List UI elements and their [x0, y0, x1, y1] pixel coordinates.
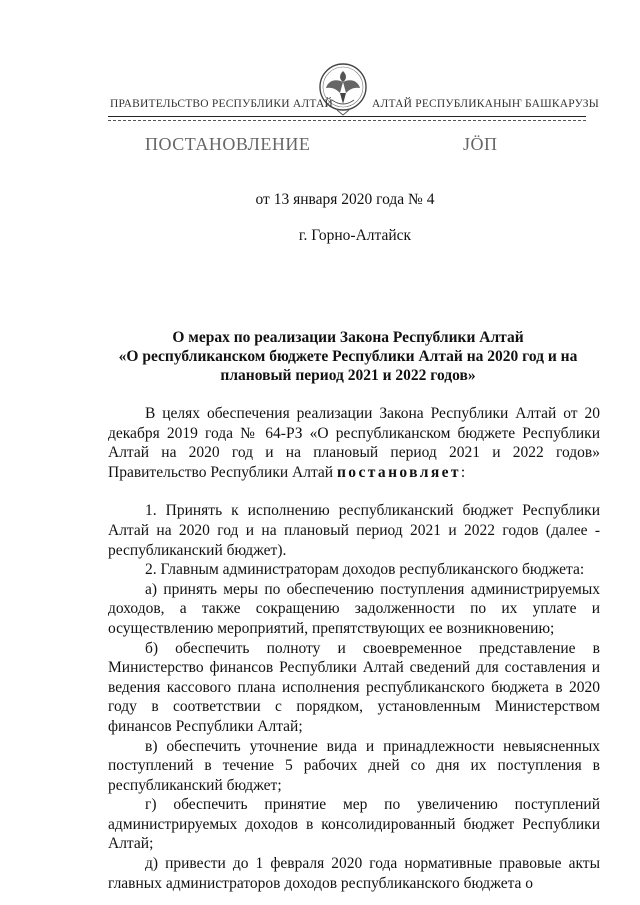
header-divider: [108, 116, 586, 117]
document-type-alt: ЈӦП: [463, 134, 498, 154]
document-title: [110, 328, 586, 385]
header-organization-ru: ПРАВИТЕЛЬСТВО РЕСПУБЛИКИ АЛТАЙ: [110, 98, 334, 110]
preamble-text: В целях обеспечения реализации Закона Республики Алтай от 20 декабря 2019 года № 64-РЗ «О республиканском бюджете Республики Алтай на 2020 год и на плановый период 2021 и 2022 годов» Правительство Республики Алтай: [108, 405, 600, 481]
title-line: О мерах по реализации Закона Республики Алтай: [172, 329, 524, 346]
body-paragraph: д) привести до 1 февраля 2020 года нормативные правовые акты главных администраторов доходов республиканского бюджета о: [108, 855, 600, 892]
title-line: плановый период 2021 и 2022 годов»: [220, 367, 476, 384]
body-paragraph: б) обеспечить полноту и своевременное представление в Министерство финансов Республики Алтай сведений для составления и ведения кассового плана исполнения республиканского бюджета в 2020 году в соответствии с порядком, установленным Министерством финансов Республики Алтай;: [108, 639, 600, 735]
preamble-paragraph: [108, 404, 600, 482]
header-organization-alt: АЛТАЙ РЕСПУБЛИКАНЫҤ БАШКАРУЗЫ: [372, 98, 599, 110]
document-date: от 13 января 2020 года № 4: [255, 191, 435, 208]
document-body: [108, 404, 600, 893]
title-line: «О республиканском бюджете Республики Алтай на 2020 год и на: [118, 348, 578, 365]
body-paragraph: в) обеспечить уточнение вида и принадлежности невыясненных поступлений в течение 5 рабочих дней со дня их поступления в республиканский бюджет;: [108, 737, 600, 794]
document-city: г. Горно-Алтайск: [298, 227, 412, 244]
body-paragraph: 2. Главным администраторам доходов республиканского бюджета:: [145, 561, 585, 579]
body-paragraph: а) принять меры по обеспечению поступления администрируемых доходов, а также сокращению задолженности по их уплате и осуществлению мероприятий, препятствующих ее возникновению;: [108, 580, 600, 637]
body-paragraph: г) обеспечить принятие мер по увеличению поступлений администрируемых доходов в консолидированный бюджет Республики Алтай;: [108, 796, 600, 853]
preamble-end: :: [460, 463, 466, 481]
body-paragraph: 1. Принять к исполнению республиканский бюджет Республики Алтай на 2020 год и на плановый период 2021 и 2022 годов (далее - республиканский бюджет).: [108, 502, 600, 559]
resolution-keyword: постановляет: [336, 463, 461, 481]
header-divider-secondary: [108, 120, 586, 121]
document-type: ПОСТАНОВЛЕНИЕ: [145, 134, 311, 154]
